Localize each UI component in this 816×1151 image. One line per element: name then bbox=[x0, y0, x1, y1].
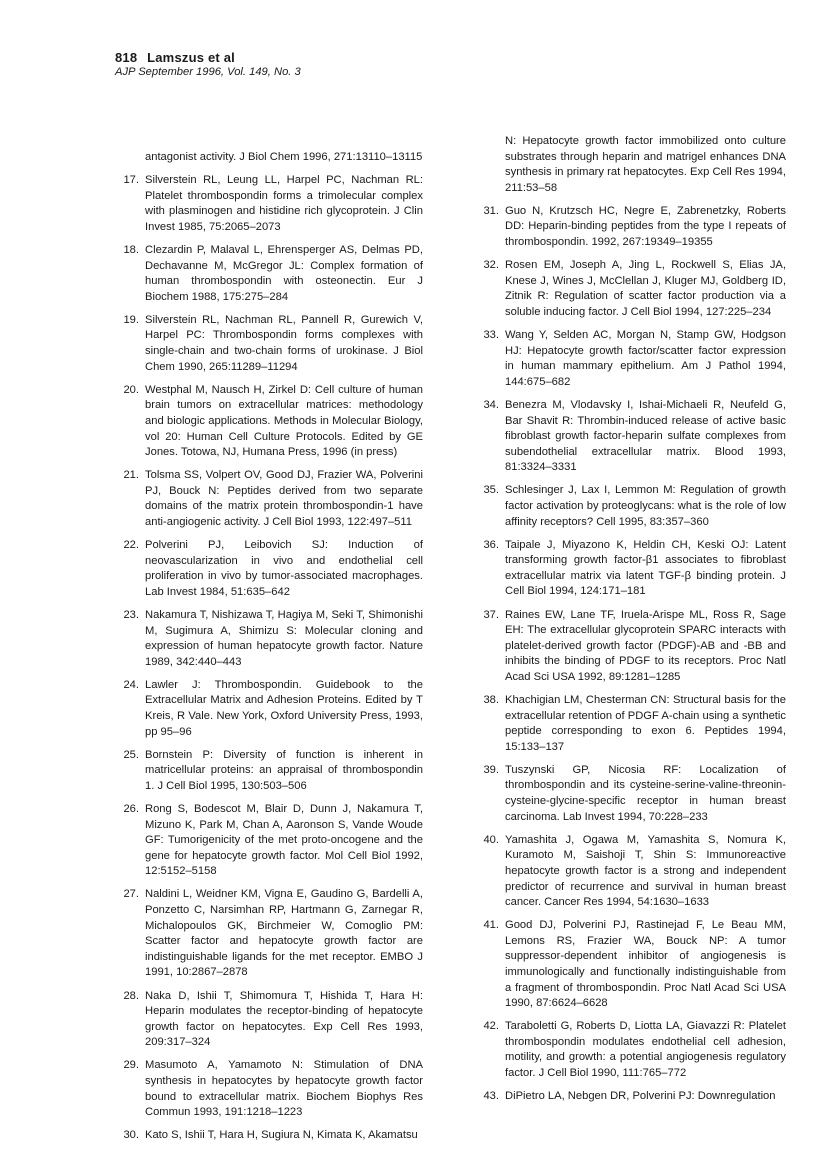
reference-number: 28. bbox=[123, 989, 139, 1002]
reference-number: 32. bbox=[483, 259, 499, 272]
reference-entry bbox=[473, 538, 786, 600]
reference-number: 37. bbox=[483, 608, 499, 621]
reference-entry bbox=[473, 608, 786, 686]
reference-number: 30. bbox=[123, 1129, 139, 1142]
page-number: 818 bbox=[115, 50, 138, 65]
reference-entry bbox=[113, 243, 423, 305]
reference-entry bbox=[113, 802, 423, 880]
reference-number: 19. bbox=[123, 313, 139, 326]
reference-text: Masumoto A, Yamamoto N: Stimulation of DNA synthesis in hepatocytes by hepatocyte growth factor bound to extracellular matrix. Biochem Biophys Res Commun 1993, 191:1218–1223 bbox=[145, 1059, 423, 1119]
reference-number: 26. bbox=[123, 802, 139, 815]
reference-number: 40. bbox=[483, 833, 499, 846]
reference-entry bbox=[113, 678, 423, 740]
reference-text: Guo N, Krutzsch HC, Negre E, Zabrenetzky, Roberts DD: Heparin-binding peptides from the type I repeats of thrombospondin. 1992, 267:19349–19355 bbox=[505, 204, 786, 249]
reference-number: 29. bbox=[123, 1059, 139, 1072]
reference-entry bbox=[473, 763, 786, 825]
reference-number: 39. bbox=[483, 763, 499, 776]
reference-number: 38. bbox=[483, 694, 499, 706]
reference-entry bbox=[473, 1089, 786, 1105]
reference-entry bbox=[113, 173, 423, 235]
running-header bbox=[115, 50, 301, 78]
reference-text: Clezardin P, Malaval L, Ehrensperger AS, Delmas PD, Dechavanne M, McGregor JL: Complex formation of human thrombospondin with osteonectin. Eur J Biochem 1988, 175:275–284 bbox=[145, 243, 423, 303]
reference-entry bbox=[113, 1128, 423, 1144]
reference-number: 24. bbox=[123, 678, 139, 691]
reference-text: Tuszynski GP, Nicosia RF: Localization of thrombospondin and its cysteine-serine-valine-threonin-cysteine-glycine-specific receptor in human breast carcinoma. Lab Invest 1994, 70:228–233 bbox=[505, 763, 786, 823]
reference-text: Khachigian LM, Chesterman CN: Structural basis for the extracellular retention of PDGF A-chain using a synthetic peptide corresponding to exon 6. Peptides 1994, 15:133–137 bbox=[505, 694, 786, 753]
reference-text: Wang Y, Selden AC, Morgan N, Stamp GW, Hodgson HJ: Hepatocyte growth factor/scatter factor expression in human mammary epithelium. Am J Pathol 1994, 144:675–682 bbox=[505, 329, 786, 388]
reference-number: 23. bbox=[123, 608, 139, 621]
reference-text: DiPietro LA, Nebgen DR, Polverini PJ: Downregulation bbox=[505, 1090, 776, 1103]
reference-text: Taraboletti G, Roberts D, Liotta LA, Giavazzi R: Platelet thrombospondin modulates endothelial cell adhesion, motility, and growth: a potential angiogenesis regulatory factor. J Cell Biol 1990, 111:765–772 bbox=[505, 1020, 786, 1080]
reference-text: Lawler J: Thrombospondin. Guidebook to the Extracellular Matrix and Adhesion Proteins. Edited by T Kreis, R Vale. New York, Oxford University Press, 1993, pp 95–96 bbox=[145, 678, 423, 738]
journal-citation: AJP September 1996, Vol. 149, No. 3 bbox=[115, 66, 301, 78]
reference-text: antagonist activity. J Biol Chem 1996, 271:13110–13115 bbox=[145, 151, 423, 163]
reference-entry bbox=[113, 608, 423, 670]
reference-entry bbox=[113, 383, 423, 461]
reference-entry bbox=[473, 483, 786, 530]
header-line bbox=[115, 50, 301, 65]
reference-number: 27. bbox=[123, 888, 139, 901]
reference-text: Naka D, Ishii T, Shimomura T, Hishida T, Hara H: Heparin modulates the receptor-binding of hepatocyte growth factor on hepatocytes. Exp Cell Res 1993, 209:317–324 bbox=[145, 989, 423, 1049]
reference-text: N: Hepatocyte growth factor immobilized onto culture substrates through heparin and matrigel enhances DNA synthesis in primary rat hepatocytes. Exp Cell Res 1994, 211:53–58 bbox=[505, 135, 786, 194]
reference-number: 17. bbox=[123, 174, 139, 187]
reference-entry bbox=[113, 313, 423, 375]
reference-number: 34. bbox=[483, 398, 499, 411]
reference-entry bbox=[473, 328, 786, 390]
reference-text: Silverstein RL, Leung LL, Harpel PC, Nachman RL: Platelet thrombospondin forms a trimolecular complex with plasminogen and histidine rich glycoprotein. J Clin Invest 1985, 75:2065–2073 bbox=[145, 174, 423, 233]
reference-text: Good DJ, Polverini PJ, Rastinejad F, Le Beau MM, Lemons RS, Frazier WA, Bouck NP: A tumor suppressor-dependent inhibitor of angiogenesis is immunologically and functionally indistinguishable from a fragment of thrombospondin. Proc Natl Acad Sci USA 1990, 87:6624–6628 bbox=[505, 919, 786, 1010]
reference-number: 36. bbox=[483, 538, 499, 551]
reference-entry bbox=[473, 204, 786, 251]
reference-number: 41. bbox=[483, 919, 499, 932]
reference-entry bbox=[113, 1058, 423, 1120]
reference-entry bbox=[113, 887, 423, 981]
reference-entry bbox=[473, 398, 786, 476]
reference-number: 31. bbox=[483, 204, 499, 217]
reference-number: 33. bbox=[483, 329, 499, 342]
reference-number: 35. bbox=[483, 484, 499, 497]
reference-text: Benezra M, Vlodavsky I, Ishai-Michaeli R, Neufeld G, Bar Shavit R: Thrombin-induced release of active basic fibroblast growth factor-heparin sulfate complexes from subendothelial extracellular matrix. Blood 1993, 81:3324–3331 bbox=[505, 398, 786, 474]
reference-text: Silverstein RL, Nachman RL, Pannell R, Gurewich V, Harpel PC: Thrombospondin forms complexes with single-chain and two-chain forms of urokinase. J Biol Chem 1990, 265:11289–11294 bbox=[145, 313, 423, 373]
reference-number: 21. bbox=[123, 469, 139, 482]
header-authors: Lamszus et al bbox=[147, 50, 235, 65]
references-right-column bbox=[473, 134, 786, 1112]
reference-text: Polverini PJ, Leibovich SJ: Induction of neovascularization in vivo and endothelial cell proliferation in vivo by tumor-associated macrophages. Lab Invest 1984, 51:635–642 bbox=[145, 539, 423, 598]
reference-entry bbox=[473, 693, 786, 755]
reference-entry bbox=[113, 989, 423, 1051]
reference-entry bbox=[473, 1019, 786, 1081]
reference-text: Raines EW, Lane TF, Iruela-Arispe ML, Ross R, Sage EH: The extracellular glycoprotein SPARC interacts with platelet-derived growth factor (PDGF)-AB and -BB and inhibits the binding of PDGF to its receptors. Proc Natl Acad Sci USA 1992, 89:1281–1285 bbox=[505, 608, 786, 683]
reference-text: Nakamura T, Nishizawa T, Hagiya M, Seki T, Shimonishi M, Sugimura A, Shimizu S: Molecular cloning and expression of human hepatocyte growth factor. Nature 1989, 342:440–443 bbox=[145, 608, 423, 668]
reference-text: Tolsma SS, Volpert OV, Good DJ, Frazier WA, Polverini PJ, Bouck N: Peptides derived from two separate domains of the matrix protein thrombospondin-1 have anti-angiogenic activity. J Cell Biol 1993, 122:497–511 bbox=[145, 469, 423, 528]
references-left-column bbox=[113, 150, 423, 1151]
reference-entry bbox=[473, 833, 786, 911]
reference-entry bbox=[113, 468, 423, 530]
reference-entry bbox=[473, 134, 786, 196]
reference-text: Kato S, Ishii T, Hara H, Sugiura N, Kimata K, Akamatsu bbox=[145, 1129, 418, 1142]
reference-text: Rosen EM, Joseph A, Jing L, Rockwell S, Elias JA, Knese J, Wines J, McClellan J, Kluger MJ, Goldberg ID, Zitnik R: Regulation of scatter factor production via a soluble inducing factor. J Cell Biol 1994, 127:225–234 bbox=[505, 259, 786, 318]
reference-text: Taipale J, Miyazono K, Heldin CH, Keski OJ: Latent transforming growth factor-β1 associates to fibroblast extracellular matrix via latent TGF-β binding protein. J Cell Biol 1994, 124:171–181 bbox=[505, 538, 786, 598]
reference-text: Schlesinger J, Lax I, Lemmon M: Regulation of growth factor activation by proteoglycans: what is the role of low affinity receptors? Cell 1995, 83:357–360 bbox=[505, 484, 786, 528]
reference-entry bbox=[473, 258, 786, 320]
reference-entry bbox=[113, 538, 423, 600]
reference-text: Naldini L, Weidner KM, Vigna E, Gaudino G, Bardelli A, Ponzetto C, Narsimhan RP, Hartmann G, Zarnegar R, Michalopoulos GK, Birchmeier W, Comoglio PM: Scatter factor and hepatocyte growth factor are indistinguishable ligands for the met receptor. EMBO J 1991, 10:2867–2878 bbox=[145, 888, 423, 979]
reference-text: Yamashita J, Ogawa M, Yamashita S, Nomura K, Kuramoto M, Saishoji T, Shin S: Immunoreactive hepatocyte growth factor is a strong and independent predictor of recurrence and survival in human breast cancer. Cancer Res 1994, 54:1630–1633 bbox=[505, 833, 786, 909]
reference-number: 25. bbox=[123, 748, 139, 761]
reference-number: 22. bbox=[123, 539, 139, 552]
reference-entry bbox=[473, 918, 786, 1012]
reference-number: 18. bbox=[123, 243, 139, 256]
reference-entry bbox=[113, 150, 423, 166]
reference-text: Rong S, Bodescot M, Blair D, Dunn J, Nakamura T, Mizuno K, Park M, Chan A, Aaronson S, Vande Woude GF: Tumorigenicity of the met proto-oncogene and the gene for hepatocyte growth factor. Mol Cell Biol 1992, 12:5152–5158 bbox=[145, 802, 423, 878]
reference-entry bbox=[113, 748, 423, 795]
reference-text: Westphal M, Nausch H, Zirkel D: Cell culture of human brain tumors on extracellular matrices: methodology and biologic applications. Methods in Molecular Biology, vol 20: Human Cell Culture Protocols. Edited by GE Jones. Totowa, NJ, Humana Press, 1996 (in press) bbox=[145, 383, 423, 459]
reference-number: 20. bbox=[123, 383, 139, 396]
reference-text: Bornstein P: Diversity of function is inherent in matricellular proteins: an appraisal of thrombospondin 1. J Cell Biol 1995, 130:503–506 bbox=[145, 748, 423, 792]
reference-number: 43. bbox=[483, 1090, 499, 1103]
reference-number: 42. bbox=[483, 1020, 499, 1033]
